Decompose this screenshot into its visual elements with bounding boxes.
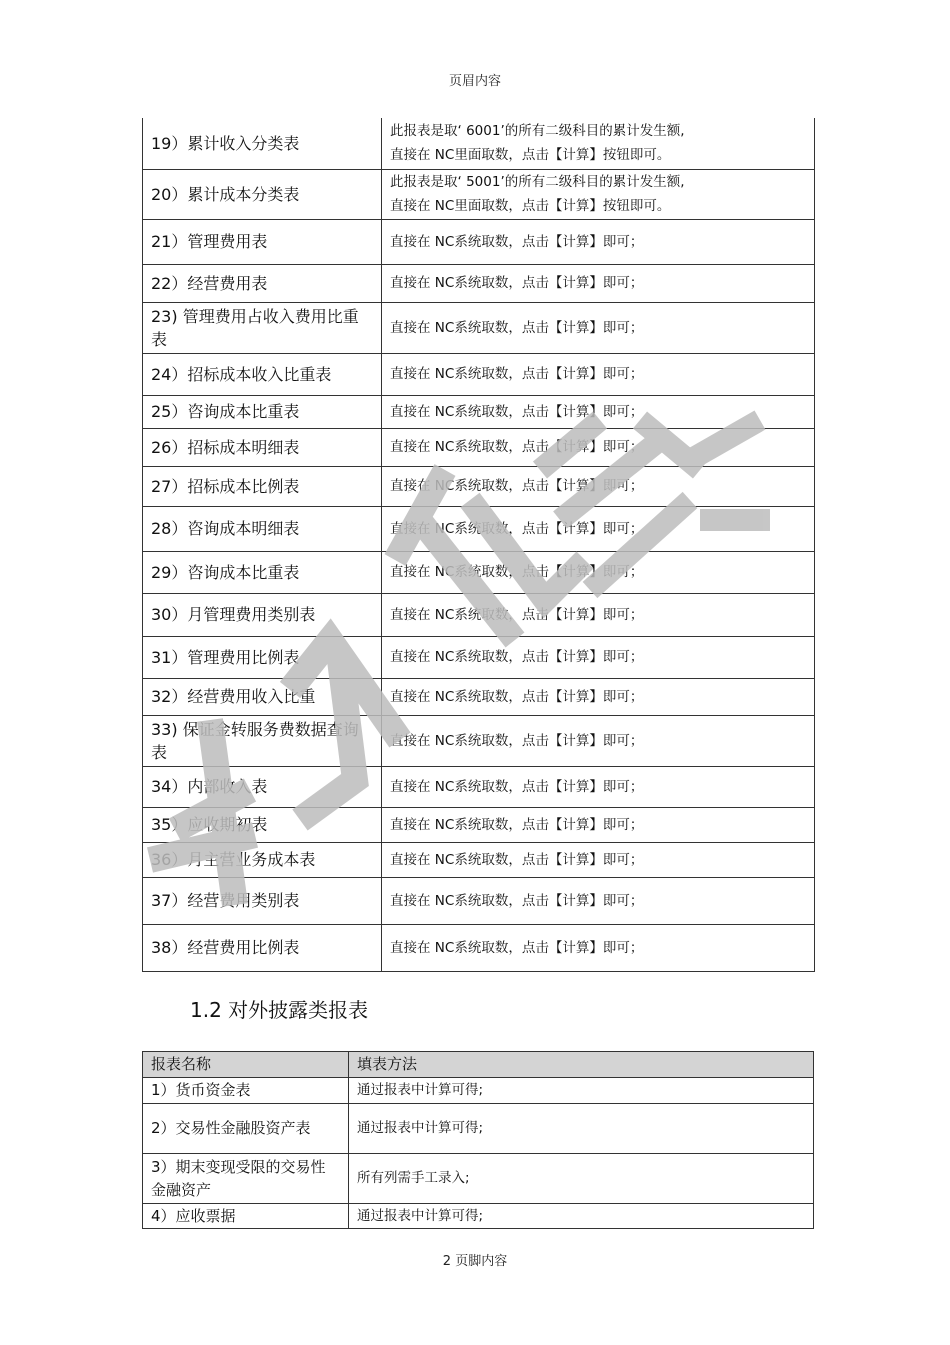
method-line: 直接在 NC系统取数，点击【计算】即可； — [390, 233, 644, 250]
fill-method-cell — [382, 302, 815, 353]
method-line: 直接在 NC里面取数，点击【计算】按钮即可。 — [390, 198, 671, 214]
table-row — [143, 219, 815, 264]
table-row — [143, 877, 815, 924]
table-header-row — [143, 1052, 814, 1078]
table-row — [143, 506, 815, 551]
fill-method-cell — [382, 877, 815, 924]
table-row — [143, 1154, 814, 1204]
table-row — [143, 118, 815, 169]
fill-method-cell — [382, 353, 815, 395]
method-line: 此报表是取‘ 6001’的所有二级科目的累计发生额, — [390, 123, 685, 140]
table-row — [143, 636, 815, 678]
method-line: 直接在 NC系统取数，点击【计算】即可； — [390, 688, 644, 705]
report-name-cell: 38）经营费用比例表 — [143, 924, 382, 971]
table-row — [143, 551, 815, 593]
report-name-cell: 4）应收票据 — [143, 1204, 349, 1229]
table-row — [143, 766, 815, 807]
section-title: 1.2 对外披露类报表 — [190, 998, 369, 1022]
fill-method-cell — [382, 807, 815, 842]
report-name-cell: 2）交易性金融股资产表 — [143, 1104, 349, 1154]
method-line: 直接在 NC系统取数，点击【计算】即可； — [390, 439, 644, 455]
report-name-cell: 31）管理费用比例表 — [143, 636, 382, 678]
table-row — [143, 353, 815, 395]
table-row — [143, 715, 815, 766]
fill-method-cell — [382, 715, 815, 766]
table-row — [143, 466, 815, 506]
method-line: 直接在 NC系统取数，点击【计算】即可； — [390, 778, 644, 795]
method-line: 直接在 NC系统取数，点击【计算】即可； — [390, 319, 644, 336]
method-line: 直接在 NC系统取数，点击【计算】即可； — [390, 649, 644, 665]
fill-method-cell: 通过报表中计算可得; — [349, 1078, 814, 1104]
method-line: 直接在 NC系统取数，点击【计算】即可； — [390, 851, 644, 868]
fill-method-cell — [382, 842, 815, 877]
fill-method-cell — [382, 428, 815, 466]
report-name-cell: 34）内部收入表 — [143, 766, 382, 807]
table-row — [143, 264, 815, 302]
table-row — [143, 428, 815, 466]
method-line: 直接在 NC系统取数，点击【计算】即可； — [390, 275, 644, 291]
fill-method-cell — [382, 264, 815, 302]
page-footer: 2 页脚内容 — [442, 1254, 508, 1269]
method-line: 直接在 NC系统取数，点击【计算】即可； — [390, 564, 644, 580]
fill-method-cell — [382, 395, 815, 428]
report-name-cell: 30）月管理费用类别表 — [143, 593, 382, 636]
report-name-cell: 21）管理费用表 — [143, 219, 382, 264]
fill-method-cell — [382, 118, 815, 169]
fill-method-cell: 通过报表中计算可得; — [349, 1104, 814, 1154]
table-row — [143, 678, 815, 715]
report-name-cell: 25）咨询成本比重表 — [143, 395, 382, 428]
table-row — [143, 924, 815, 971]
fill-method-cell — [382, 169, 815, 219]
fill-method-cell — [382, 766, 815, 807]
page-header: 页眉内容 — [448, 74, 501, 89]
report-name-cell: 23) 管理费用占收入费用比重表 — [143, 302, 382, 353]
fill-method-cell — [382, 466, 815, 506]
fill-method-cell — [382, 678, 815, 715]
report-name-cell: 29）咨询成本比重表 — [143, 551, 382, 593]
report-name-cell: 1）货币资金表 — [143, 1078, 349, 1104]
fill-method-cell — [382, 551, 815, 593]
method-line: 直接在 NC系统取数，点击【计算】即可； — [390, 892, 644, 909]
report-name-cell: 37）经营费用类别表 — [143, 877, 382, 924]
report-name-cell: 26）招标成本明细表 — [143, 428, 382, 466]
method-line: 直接在 NC系统取数，点击【计算】即可； — [390, 478, 644, 494]
column-header-name: 报表名称 — [143, 1052, 349, 1078]
method-line: 直接在 NC系统取数，点击【计算】即可； — [390, 366, 644, 382]
report-name-cell: 24）招标成本收入比重表 — [143, 353, 382, 395]
column-header-method: 填表方法 — [349, 1052, 814, 1078]
method-line: 直接在 NC里面取数，点击【计算】按钮即可。 — [390, 147, 671, 164]
method-line: 直接在 NC系统取数，点击【计算】即可； — [390, 520, 644, 537]
table-row — [143, 842, 815, 877]
report-name-cell: 28）咨询成本明细表 — [143, 506, 382, 551]
method-line: 直接在 NC系统取数，点击【计算】即可； — [390, 816, 644, 833]
report-name-cell: 22）经营费用表 — [143, 264, 382, 302]
table-row — [143, 593, 815, 636]
table-row — [143, 395, 815, 428]
fill-method-cell — [382, 593, 815, 636]
method-line: 直接在 NC系统取数，点击【计算】即可； — [390, 732, 644, 749]
report-name-cell: 20）累计成本分类表 — [143, 169, 382, 219]
report-name-cell: 33) 保证金转服务费数据查询表 — [143, 715, 382, 766]
table-row — [143, 1204, 814, 1229]
report-name-cell: 32）经营费用收入比重 — [143, 678, 382, 715]
table-row — [143, 302, 815, 353]
method-line: 直接在 NC系统取数，点击【计算】即可； — [390, 403, 644, 420]
disclosure-table — [142, 1051, 814, 1229]
fill-method-cell — [382, 506, 815, 551]
report-table — [142, 118, 815, 972]
fill-method-cell — [382, 636, 815, 678]
fill-method-cell — [382, 219, 815, 264]
fill-method-cell: 通过报表中计算可得; — [349, 1204, 814, 1229]
table-row — [143, 807, 815, 842]
table-row — [143, 1104, 814, 1154]
table-row — [143, 1078, 814, 1104]
method-line: 直接在 NC系统取数，点击【计算】即可； — [390, 939, 644, 956]
fill-method-cell: 所有列需手工录入; — [349, 1154, 814, 1204]
report-name-cell: 36）月主营业务成本表 — [143, 842, 382, 877]
method-line: 直接在 NC系统取数，点击【计算】即可； — [390, 606, 644, 623]
fill-method-cell — [382, 924, 815, 971]
method-line: 此报表是取‘ 5001’的所有二级科目的累计发生额, — [390, 174, 685, 190]
report-name-cell: 27）招标成本比例表 — [143, 466, 382, 506]
report-name-cell: 35）应收期初表 — [143, 807, 382, 842]
report-name-cell: 3）期末变现受限的交易性金融资产 — [143, 1154, 349, 1204]
table-row — [143, 169, 815, 219]
report-name-cell: 19）累计收入分类表 — [143, 118, 382, 169]
